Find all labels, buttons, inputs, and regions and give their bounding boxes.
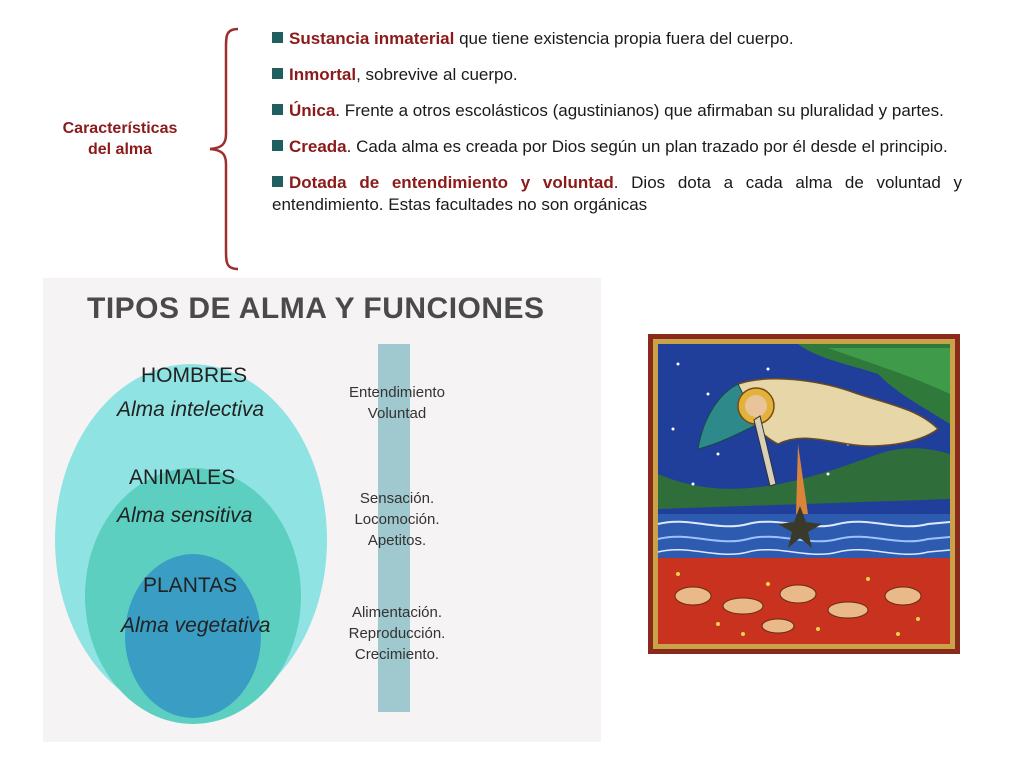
function-item: Sensación. [359, 490, 435, 507]
bullet-square-icon [272, 68, 283, 79]
functions-animales [317, 488, 477, 551]
item-text: . Frente a otros escolásticos (agustinianos) que afirmaban su pluralidad y partes. [335, 101, 944, 120]
item-text: . Dios dota a cada alma de voluntad y entendimiento. Estas facultades no son orgánicas [272, 173, 962, 214]
list-item [272, 136, 962, 158]
function-item: Apetitos. [367, 532, 427, 549]
bullet-square-icon [272, 32, 283, 43]
list-item [272, 28, 962, 50]
item-keyword: Creada [289, 137, 347, 156]
item-keyword: Dotada de entendimiento y voluntad [289, 173, 614, 192]
list-item [272, 64, 962, 86]
characteristics-title [40, 118, 200, 160]
medieval-angel-trumpet-icon [648, 334, 960, 654]
function-item: Entendimiento [349, 384, 445, 401]
diagram-title: TIPOS DE ALMA Y FUNCIONES [87, 292, 545, 325]
function-item: Crecimiento. [354, 646, 440, 663]
functions-hombres [317, 382, 477, 424]
function-item: Reproducción. [348, 625, 446, 642]
function-item: Voluntad [367, 405, 427, 422]
item-text: que tiene existencia propia fuera del cuerpo. [454, 29, 794, 48]
level-soul-intelectiva: Alma intelectiva [117, 398, 265, 421]
item-text: . Cada alma es creada por Dios según un plan trazado por él desde el principio. [346, 137, 948, 156]
medieval-illumination-image [648, 334, 960, 654]
function-item: Alimentación. [351, 604, 443, 621]
characteristics-title-line2: del alma [87, 141, 153, 158]
functions-plantas [317, 602, 477, 665]
item-keyword: Sustancia inmaterial [289, 29, 455, 48]
level-soul-vegetativa: Alma vegetativa [121, 614, 271, 637]
function-item: Locomoción. [354, 511, 440, 528]
bullet-square-icon [272, 176, 283, 187]
characteristics-title-line1: Características [62, 120, 178, 137]
item-text: , sobrevive al cuerpo. [356, 65, 518, 84]
curly-brace-icon [200, 26, 248, 272]
bullet-square-icon [272, 140, 283, 151]
list-item [272, 100, 962, 122]
list-item [272, 172, 962, 216]
characteristics-list [272, 28, 962, 230]
bullet-square-icon [272, 104, 283, 115]
item-keyword: Inmortal [289, 65, 357, 84]
level-name-plantas: PLANTAS [143, 574, 238, 597]
level-name-animales: ANIMALES [129, 466, 236, 489]
level-soul-sensitiva: Alma sensitiva [117, 504, 253, 527]
level-name-hombres: HOMBRES [141, 364, 248, 387]
soul-types-diagram [43, 278, 601, 742]
item-keyword: Única [289, 101, 336, 120]
